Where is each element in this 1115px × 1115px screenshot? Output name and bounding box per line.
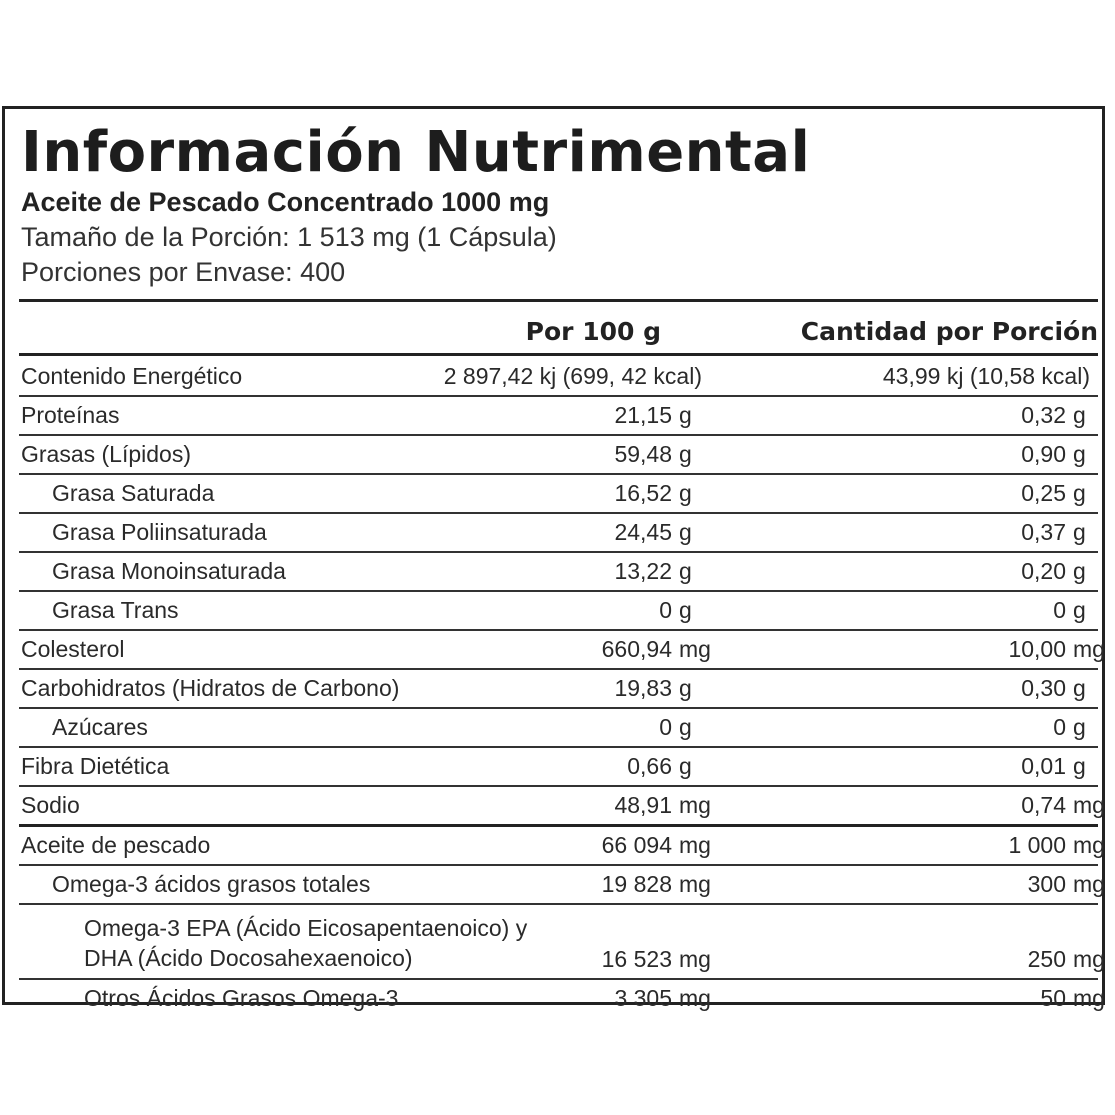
nutrition-facts-panel [2, 106, 1105, 1011]
unit-per-serving: mg [1073, 636, 1105, 662]
energy-per-serving: 43,99 kj (10,58 kcal) [882, 363, 1090, 389]
value-per-100g: 0 [659, 597, 672, 623]
nutrient-name-line1: Omega-3 EPA (Ácido Eicosapentaenoico) y [84, 915, 528, 941]
nutrient-name: Proteínas [21, 402, 120, 428]
value-per-serving: 250 [1027, 946, 1066, 972]
value-per-serving: 0 [1053, 714, 1066, 740]
value-per-100g: 0,66 [627, 753, 672, 779]
serving-size: Tamaño de la Porción: 1 513 mg (1 Cápsula) [21, 222, 557, 252]
table-row [19, 827, 1105, 866]
nutrient-name: Aceite de pescado [21, 832, 211, 858]
nutrient-name: Grasas (Lípidos) [21, 441, 192, 467]
unit-per-100g: g [679, 402, 692, 428]
unit-per-serving: mg [1073, 985, 1105, 1011]
table-row [19, 631, 1105, 670]
value-per-100g: 24,45 [614, 519, 672, 545]
unit-per-serving: g [1073, 597, 1086, 623]
unit-per-100g: g [679, 558, 692, 584]
value-per-100g: 21,15 [614, 402, 672, 428]
unit-per-100g: g [679, 714, 692, 740]
value-per-serving: 0,01 [1021, 753, 1066, 779]
product-name: Aceite de Pescado Concentrado 1000 mg [21, 187, 550, 217]
nutrient-name: Grasa Trans [52, 597, 179, 623]
value-per-100g: 16,52 [614, 480, 672, 506]
unit-per-100g: mg [679, 946, 711, 972]
value-per-serving: 0,32 [1021, 402, 1066, 428]
unit-per-serving: g [1073, 480, 1086, 506]
unit-per-serving: mg [1073, 871, 1105, 897]
label-title: Información Nutrimental [21, 120, 811, 185]
unit-per-100g: mg [679, 985, 711, 1011]
unit-per-100g: mg [679, 636, 711, 662]
unit-per-100g: g [679, 753, 692, 779]
table-row [19, 514, 1098, 553]
nutrient-name: Omega-3 ácidos grasos totales [52, 871, 371, 897]
table-row [19, 748, 1098, 787]
value-per-serving: 0,90 [1021, 441, 1066, 467]
value-per-serving: 0 [1053, 597, 1066, 623]
table-row [19, 397, 1098, 436]
table-row [19, 709, 1098, 748]
unit-per-100g: g [679, 519, 692, 545]
nutrient-name: Colesterol [21, 636, 125, 662]
table-row [19, 980, 1105, 1017]
nutrient-name: Grasa Poliinsaturada [52, 519, 267, 545]
table-row [19, 553, 1098, 592]
nutrient-name: Grasa Saturada [52, 480, 215, 506]
value-per-serving: 0,25 [1021, 480, 1066, 506]
unit-per-serving: mg [1073, 832, 1105, 858]
table-row [19, 866, 1105, 905]
unit-per-100g: mg [679, 792, 711, 818]
unit-per-100g: g [679, 480, 692, 506]
nutrient-name: Otros Ácidos Grasos Omega-3 [84, 985, 399, 1011]
unit-per-100g: mg [679, 871, 711, 897]
unit-per-100g: g [679, 675, 692, 701]
unit-per-serving: mg [1073, 946, 1105, 972]
value-per-serving: 1 000 [1008, 832, 1066, 858]
value-per-100g: 0 [659, 714, 672, 740]
nutrient-name: Contenido Energético [21, 363, 243, 389]
column-header-per-100g: Por 100 g [525, 317, 661, 346]
unit-per-100g: mg [679, 832, 711, 858]
value-per-100g: 19 828 [601, 871, 672, 897]
unit-per-serving: g [1073, 558, 1086, 584]
unit-per-serving: g [1073, 753, 1086, 779]
column-header-per-serving: Cantidad por Porción [800, 317, 1098, 346]
table-row-energy [19, 358, 1098, 397]
nutrient-name: Grasa Monoinsaturada [52, 558, 286, 584]
value-per-100g: 66 094 [601, 832, 672, 858]
unit-per-100g: g [679, 441, 692, 467]
unit-per-serving: mg [1073, 792, 1105, 818]
unit-per-serving: g [1073, 441, 1086, 467]
value-per-serving: 10,00 [1008, 636, 1066, 662]
value-per-serving: 0,74 [1021, 792, 1066, 818]
unit-per-serving: g [1073, 714, 1086, 740]
table-row [19, 436, 1098, 475]
value-per-serving: 0,20 [1021, 558, 1066, 584]
unit-per-100g: g [679, 597, 692, 623]
nutrient-name: Fibra Dietética [21, 753, 170, 779]
nutrient-name: Azúcares [52, 714, 148, 740]
table-row [19, 905, 1105, 980]
table-row [19, 592, 1098, 631]
value-per-100g: 48,91 [614, 792, 672, 818]
column-header-divider [19, 353, 1098, 356]
value-per-serving: 0,37 [1021, 519, 1066, 545]
unit-per-serving: g [1073, 675, 1086, 701]
servings-per-container: Porciones por Envase: 400 [21, 257, 346, 287]
unit-per-serving: g [1073, 519, 1086, 545]
nutrient-name-line2: DHA (Ácido Docosahexaenoico) [84, 945, 413, 971]
value-per-100g: 16 523 [601, 946, 672, 972]
value-per-100g: 19,83 [614, 675, 672, 701]
energy-per-100g: 2 897,42 kj (699, 42 kcal) [443, 363, 702, 389]
value-per-100g: 660,94 [601, 636, 672, 662]
header-divider [19, 299, 1098, 302]
value-per-serving: 0,30 [1021, 675, 1066, 701]
nutrient-name: Sodio [21, 792, 80, 818]
nutrient-name [84, 913, 527, 973]
nutrient-table [19, 358, 1105, 1017]
nutrient-name: Carbohidratos (Hidratos de Carbono) [21, 675, 400, 701]
value-per-100g: 59,48 [614, 441, 672, 467]
value-per-serving: 50 [1040, 985, 1066, 1011]
table-row [19, 670, 1098, 709]
value-per-100g: 13,22 [614, 558, 672, 584]
table-row [19, 787, 1105, 827]
unit-per-serving: g [1073, 402, 1086, 428]
value-per-100g: 3 305 [614, 985, 672, 1011]
table-row [19, 475, 1098, 514]
value-per-serving: 300 [1027, 871, 1066, 897]
